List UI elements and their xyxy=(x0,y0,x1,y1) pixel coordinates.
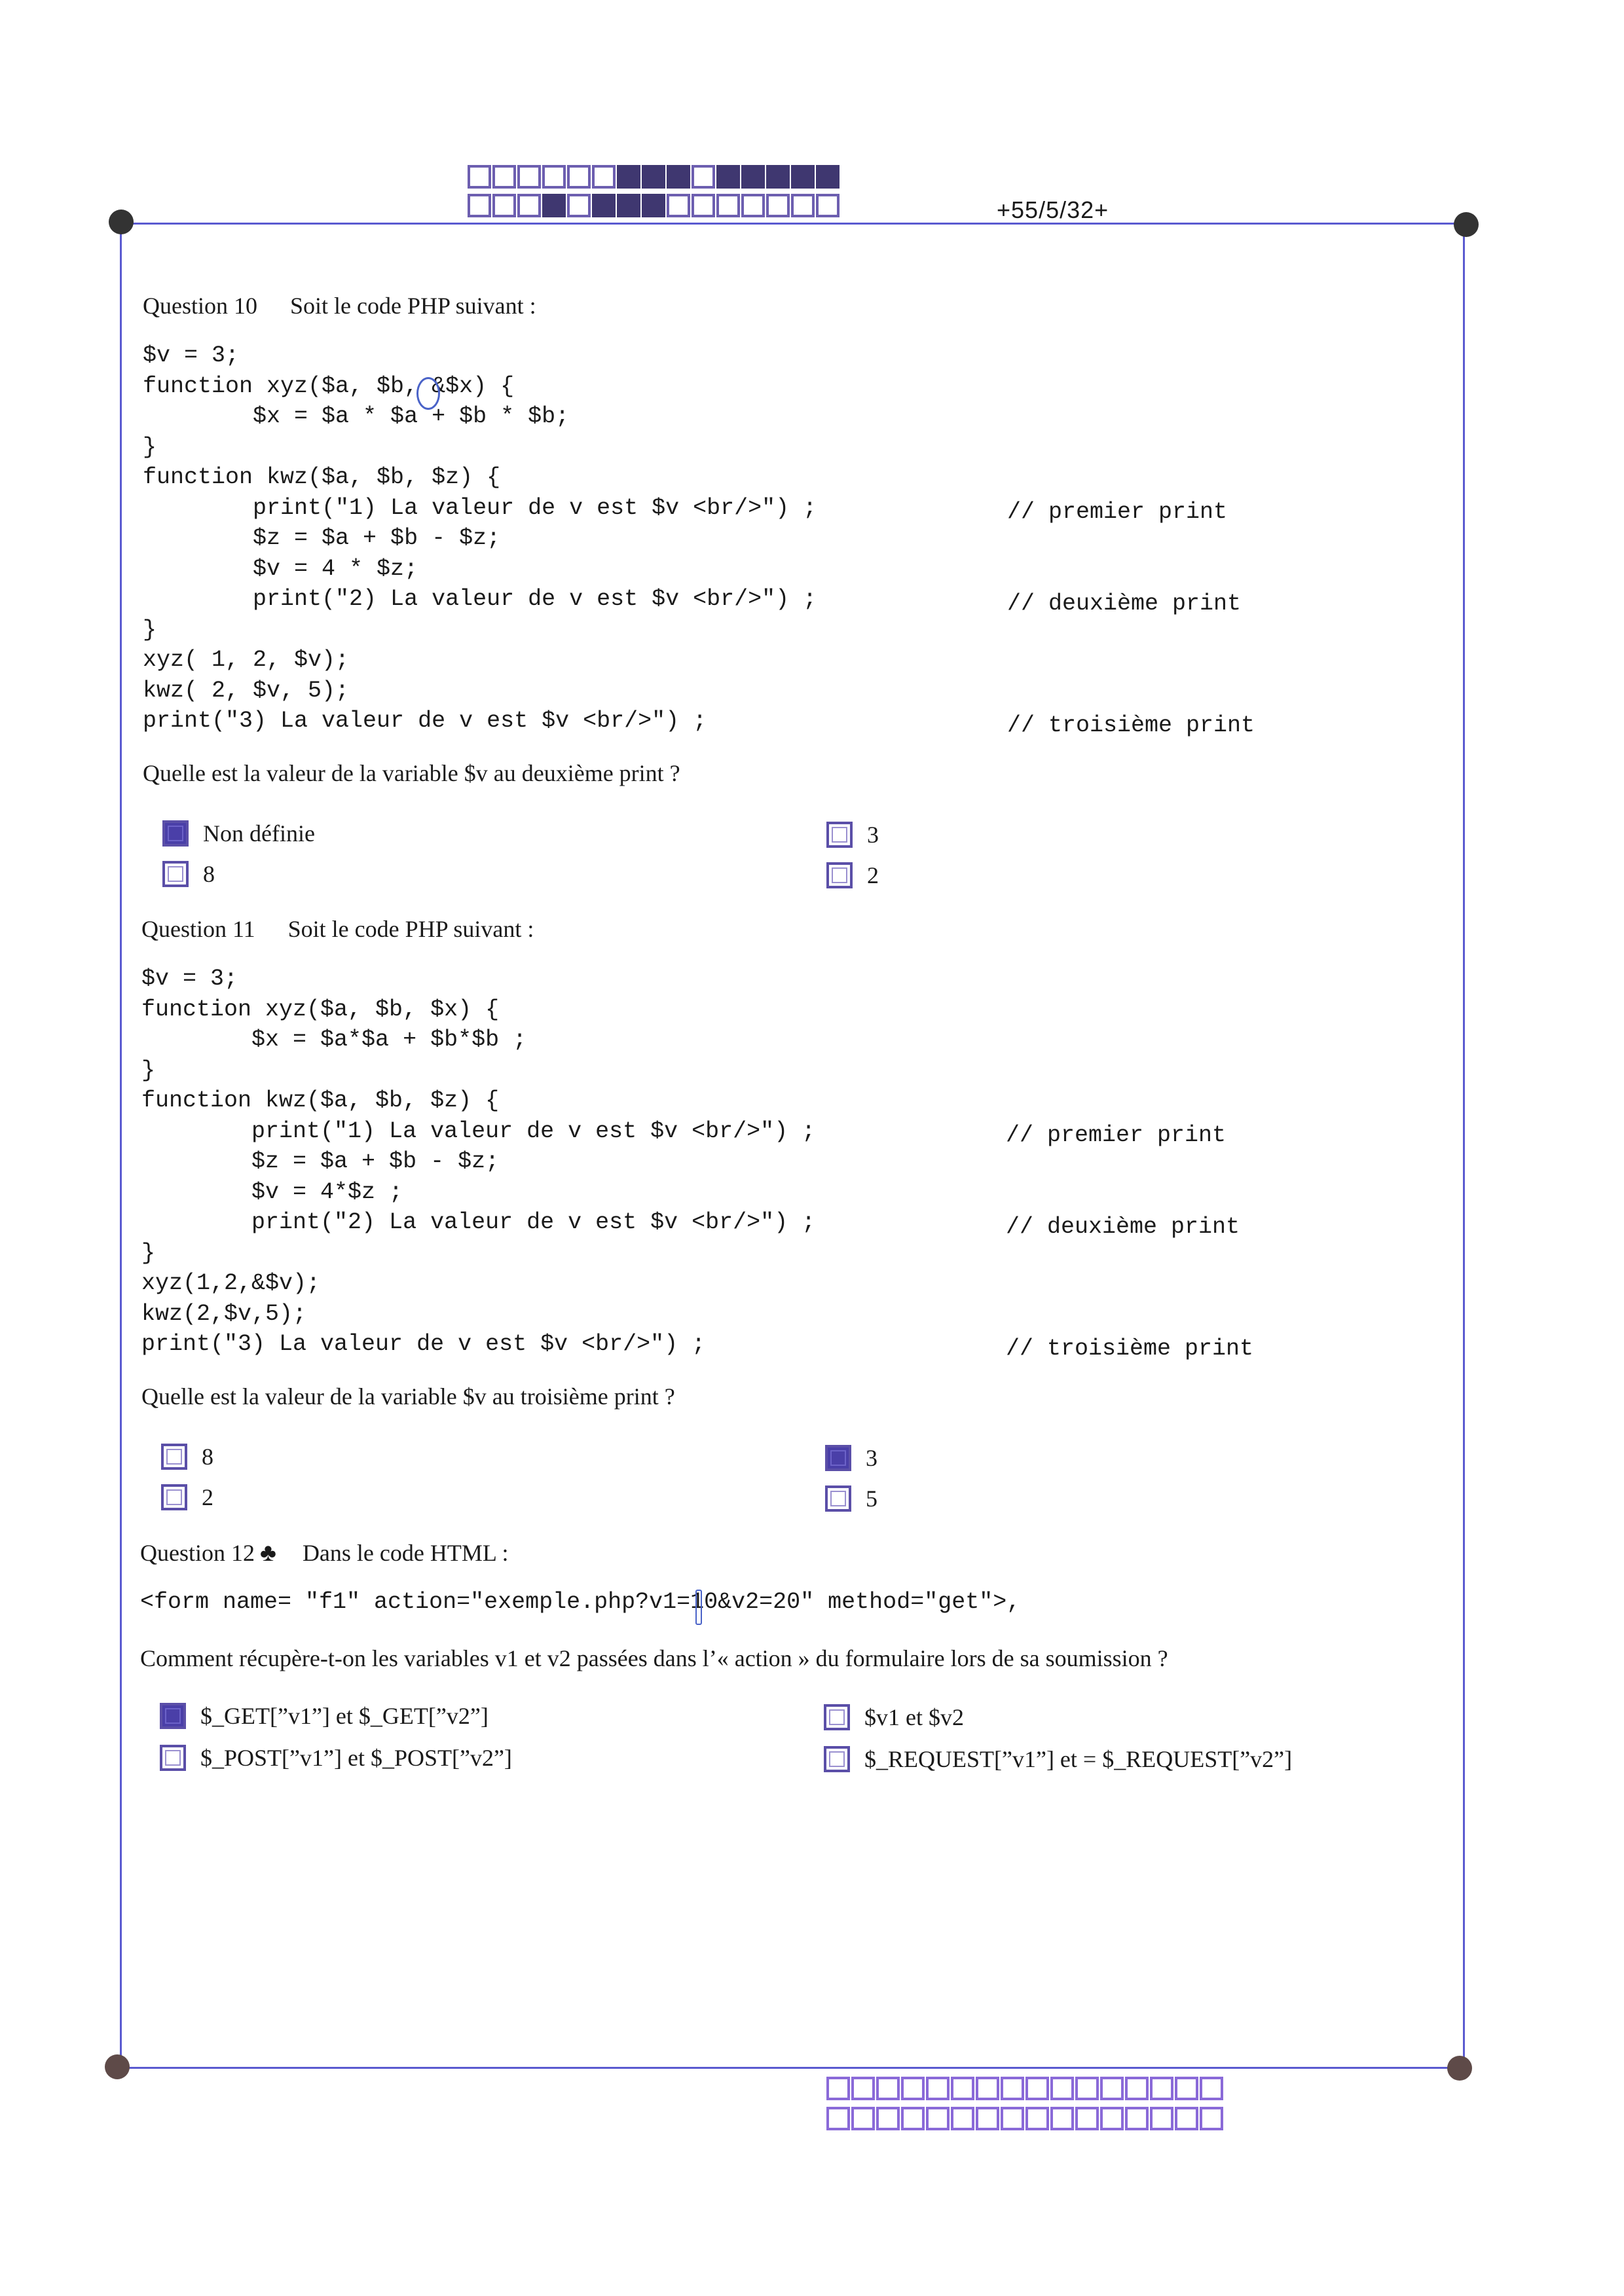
question-11-choice-2[interactable] xyxy=(161,1484,213,1511)
checkbox[interactable] xyxy=(826,862,853,888)
question-11-comment-3: // troisième print xyxy=(1006,1336,1254,1362)
question-11-choice-1[interactable] xyxy=(161,1443,213,1470)
question-11-code: $v = 3; function xyz($a, $b, $x) { $x = $a*$a + $b*$b ; } function kwz($a, $b, $z) { print("1) La valeur de v est $v <br/>") ; $z = $a + $b - $z; $v = 4*$z ; print("2) La valeur de v est $v <br/>") ; } xyz(1,2,&$v); kwz(2,$v,5); print("3) La valeur de v est $v <br/>") ; xyxy=(141,966,816,1357)
checkbox[interactable] xyxy=(826,822,853,848)
pen-mark-q12 xyxy=(695,1590,702,1625)
checkbox[interactable] xyxy=(824,1746,850,1772)
checkbox[interactable] xyxy=(824,1704,850,1730)
corner-mark-bottom-right xyxy=(1447,2056,1472,2081)
question-11-choice-4[interactable] xyxy=(825,1485,877,1512)
question-12-choice-1[interactable] xyxy=(160,1702,489,1730)
choice-label: $_GET[”v1”] et $_GET[”v2”] xyxy=(200,1703,489,1729)
question-11-comment-1: // premier print xyxy=(1006,1122,1227,1148)
question-12-choice-4[interactable] xyxy=(824,1745,1292,1773)
corner-mark-top-right xyxy=(1454,212,1479,237)
frame-left-line xyxy=(120,225,122,2067)
question-10-intro: Soit le code PHP suivant : xyxy=(290,293,536,319)
choice-label: 2 xyxy=(202,1484,213,1510)
question-10-choice-3[interactable] xyxy=(826,821,879,848)
question-11-label: Question 11 xyxy=(141,916,255,942)
frame-top-line xyxy=(122,223,1471,225)
choice-label: 2 xyxy=(867,862,879,888)
club-icon: ♣ xyxy=(260,1539,276,1567)
checkbox[interactable] xyxy=(825,1485,851,1512)
checkbox[interactable] xyxy=(161,1484,187,1510)
checkbox-checked[interactable] xyxy=(825,1445,851,1471)
question-11-intro: Soit le code PHP suivant : xyxy=(287,916,534,942)
corner-mark-top-left xyxy=(109,210,134,234)
question-11-comment-2: // deuxième print xyxy=(1006,1214,1240,1240)
choice-label: $v1 et $v2 xyxy=(864,1704,964,1730)
checkbox-checked[interactable] xyxy=(162,820,189,847)
pen-mark-q10 xyxy=(416,377,440,410)
question-10-comment-1: // premier print xyxy=(1007,499,1228,525)
choice-label: $_REQUEST[”v1”] et = $_REQUEST[”v2”] xyxy=(864,1746,1293,1772)
choice-label: $_POST[”v1”] et $_POST[”v2”] xyxy=(200,1745,512,1771)
choice-label: 5 xyxy=(866,1485,877,1512)
question-12-prompt: Comment récupère-t-on les variables v1 et v2 passées dans l’« action » du formulaire lors de sa soumission ? xyxy=(140,1645,1168,1671)
question-10-label: Question 10 xyxy=(143,293,257,319)
choice-label: 8 xyxy=(202,1444,213,1470)
question-11-choice-3[interactable] xyxy=(825,1444,877,1472)
choice-label: Non définie xyxy=(203,820,315,847)
question-11-prompt: Quelle est la valeur de la variable $v au troisième print ? xyxy=(141,1383,675,1410)
choice-label: 3 xyxy=(867,822,879,848)
question-10-choice-4[interactable] xyxy=(826,862,879,889)
question-12-code: <form name= "f1" action="exemple.php?v1=10&v2=20" method="get">, xyxy=(140,1589,1021,1615)
question-10-code: $v = 3; function xyz($a, $b, &$x) { $x = $a * $a + $b * $b; } function kwz($a, $b, $z) { print("1) La valeur de v est $v <br/>") ; $z = $a + $b - $z; $v = 4 * $z; print("2) La valeur de v est $v <br/>") ; } xyz( 1, 2, $v); kwz( 2, $v, 5); print("3) La valeur de v est $v <br/>") ; xyxy=(143,342,817,734)
question-12-header xyxy=(140,1539,509,1567)
choice-label: 3 xyxy=(866,1445,877,1471)
checkbox[interactable] xyxy=(160,1745,186,1771)
corner-mark-bottom-left xyxy=(105,2054,130,2079)
question-10-prompt: Quelle est la valeur de la variable $v au deuxième print ? xyxy=(143,760,680,786)
question-12-choice-3[interactable] xyxy=(824,1704,964,1731)
question-12-intro: Dans le code HTML : xyxy=(302,1540,509,1566)
question-11-header xyxy=(141,915,534,943)
page-id: +55/5/32+ xyxy=(997,196,1109,223)
question-10-header xyxy=(143,292,536,319)
question-10-choice-1[interactable] xyxy=(162,820,315,847)
question-10-comment-3: // troisième print xyxy=(1007,712,1255,738)
question-10-comment-2: // deuxième print xyxy=(1007,591,1242,617)
barcode-top-row-1 xyxy=(468,165,841,189)
question-12-choice-2[interactable] xyxy=(160,1744,512,1772)
question-12-label: Question 12 ♣ xyxy=(140,1539,276,1567)
barcode-top-row-2 xyxy=(468,194,841,217)
barcode-bottom-row-1 xyxy=(826,2077,1225,2100)
checkbox-checked[interactable] xyxy=(160,1703,186,1729)
frame-bottom-line xyxy=(118,2067,1466,2069)
question-10-choice-2[interactable] xyxy=(162,860,215,888)
frame-right-line xyxy=(1463,225,1465,2067)
checkbox[interactable] xyxy=(161,1444,187,1470)
barcode-bottom-row-2 xyxy=(826,2107,1225,2130)
checkbox[interactable] xyxy=(162,861,189,887)
choice-label: 8 xyxy=(203,861,215,887)
